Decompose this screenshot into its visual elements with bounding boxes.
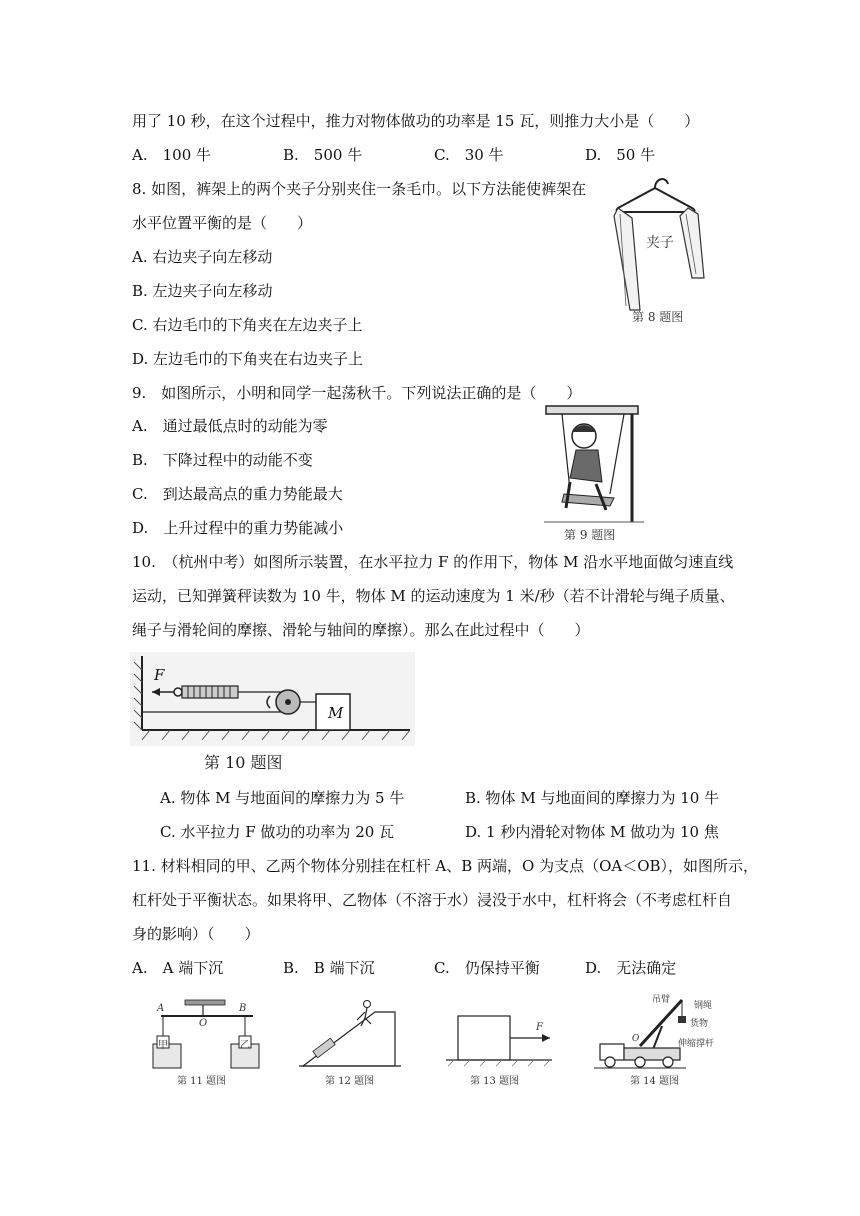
- incline-illustration: [295, 998, 405, 1070]
- q11-stem-line3: 身的影响）（ ）: [132, 925, 260, 943]
- q10-option-d: D. 1 秒内滑轮对物体 M 做功为 10 焦: [465, 823, 719, 841]
- q8-figure: [600, 170, 710, 330]
- q10-stem-line2: 运动，已知弹簧秤读数为 10 牛，物体 M 的运动速度为 1 米/秒（若不计滑轮与绳子质量、: [132, 587, 735, 605]
- cargo-label: 货物: [690, 1019, 709, 1029]
- fig14: [590, 992, 730, 1088]
- fig12-caption: 第 12 题图: [325, 1076, 375, 1087]
- lever-label-O: O: [199, 1018, 208, 1029]
- pulley-apparatus-illustration: [130, 652, 415, 746]
- q10-option-a: A. 物体 M 与地面间的摩擦力为 5 牛: [160, 789, 405, 807]
- pivot-label-O: O: [632, 1034, 640, 1044]
- q9-stem: 9. 如图所示，小明和同学一起荡秋千。下列说法正确的是（ ）: [132, 384, 582, 402]
- q11-option-c: C. 仍保持平衡: [434, 959, 540, 977]
- fig13-force-label: F: [536, 1022, 543, 1033]
- q8-option-c: C. 右边毛巾的下角夹在左边夹子上: [132, 316, 363, 334]
- q10-option-b: B. 物体 M 与地面间的摩擦力为 10 牛: [465, 789, 720, 807]
- q9-caption: 第 9 题图: [564, 528, 616, 542]
- object-jia-label: 甲: [158, 1040, 168, 1051]
- q9-figure: [540, 398, 650, 543]
- q11-option-d: D. 无法确定: [585, 959, 677, 977]
- q10-stem-line1: 10. （杭州中考）如图所示装置，在水平拉力 F 的作用下，物体 M 沿水平地面做匀速直线: [132, 553, 734, 571]
- q11-stem-line1: 11. 材料相同的甲、乙两个物体分别挂在杠杆 A、B 两端，O 为支点（OA＜OB），如图所示，: [132, 857, 759, 875]
- q8-option-d: D. 左边毛巾的下角夹在右边夹子上: [132, 350, 364, 368]
- q9-option-c: C. 到达最高点的重力势能最大: [132, 485, 343, 503]
- swing-illustration: [540, 398, 650, 526]
- fig13-caption: 第 13 题图: [470, 1076, 520, 1087]
- fig14-caption: 第 14 题图: [630, 1076, 680, 1087]
- q8-option-b: B. 左边夹子向左移动: [132, 282, 273, 300]
- q8-caption: 第 8 题图: [632, 310, 684, 324]
- q10-caption: 第 10 题图: [204, 753, 283, 772]
- q10-stem-line3: 绳子与滑轮间的摩擦、滑轮与轴间的摩擦）。那么在此过程中（ ）: [132, 621, 590, 639]
- q9-option-a: A. 通过最低点时的动能为零: [132, 417, 328, 435]
- lever-label-A: A: [157, 1003, 165, 1014]
- q10-figure: [130, 652, 415, 772]
- q11-stem-line2: 杠杆处于平衡状态。如果将甲、乙物体（不溶于水）浸没于水中，杠杆将会（不考虑杠杆自: [132, 891, 733, 909]
- object-yi-label: 乙: [240, 1040, 250, 1051]
- q8-option-a: A. 右边夹子向左移动: [132, 248, 273, 266]
- q7-option-b: B. 500 牛: [283, 146, 363, 164]
- block-force-illustration: [440, 998, 555, 1070]
- fig11-caption: 第 11 题图: [177, 1076, 227, 1087]
- fig12: [295, 998, 405, 1088]
- lever-label-B: B: [239, 1003, 247, 1014]
- cable-label: 钢绳: [694, 1001, 713, 1011]
- force-label-F: F: [154, 666, 165, 684]
- q7-option-a: A. 100 牛: [132, 146, 211, 164]
- boom-label: 吊臂: [652, 995, 671, 1005]
- q9-option-b: B. 下降过程中的动能不变: [132, 451, 313, 469]
- q8-stem-line2: 水平位置平衡的是（ ）: [132, 214, 313, 232]
- fig11: [145, 998, 270, 1088]
- mass-label-M: M: [328, 704, 344, 722]
- q7-option-c: C. 30 牛: [434, 146, 504, 164]
- q11-option-a: A. A 端下沉: [132, 959, 224, 977]
- q7-stem: 用了 10 秒，在这个过程中，推力对物体做功的功率是 15 瓦，则推力大小是（ ）: [132, 112, 700, 130]
- clip-label: 夹子: [646, 235, 674, 251]
- strut-label: 伸缩撑杆: [678, 1039, 715, 1049]
- q10-option-c: C. 水平拉力 F 做功的功率为 20 瓦: [160, 823, 395, 841]
- q7-option-d: D. 50 牛: [585, 146, 656, 164]
- q11-option-b: B. B 端下沉: [283, 959, 375, 977]
- q9-option-d: D. 上升过程中的重力势能减小: [132, 519, 344, 537]
- q8-stem-line1: 8. 如图，裤架上的两个夹子分别夹住一条毛巾。以下方法能使裤架在: [132, 180, 587, 198]
- fig13: [440, 998, 555, 1088]
